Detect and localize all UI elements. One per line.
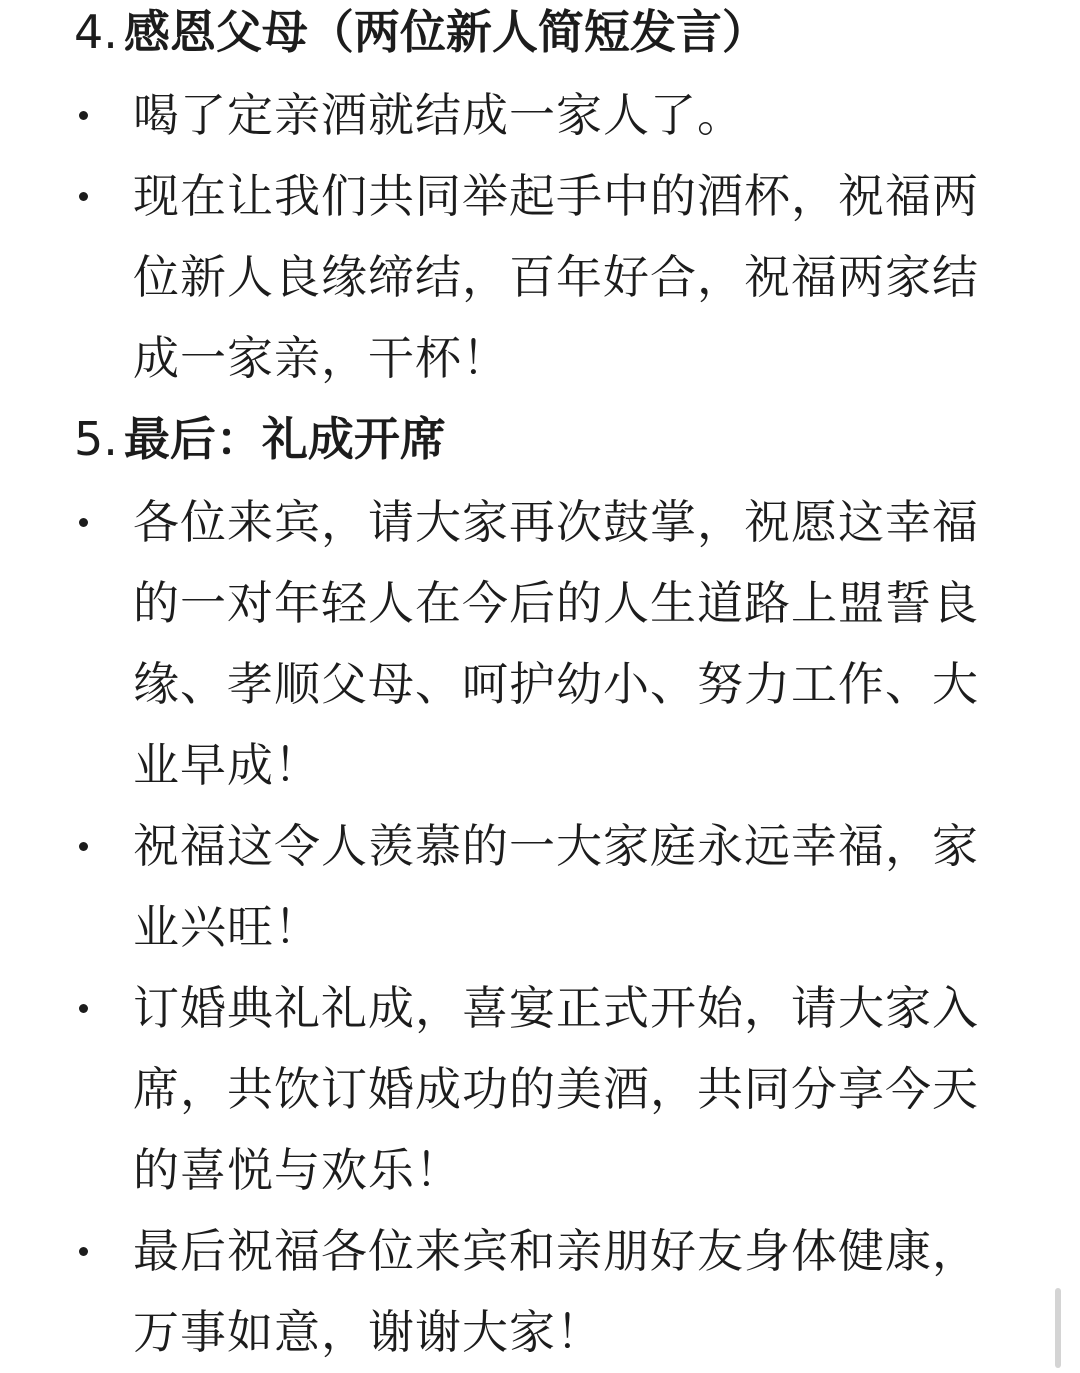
bullet-dot-icon [79, 192, 88, 201]
list-item-text: 最后祝福各位来宾和亲朋好友身体健康，万事如意，谢谢大家！ [133, 1224, 979, 1359]
list-item-text: 喝了定亲酒就结成一家人了。 [133, 88, 744, 142]
list-item-text: 订婚典礼礼成，喜宴正式开始，请大家入席，共饮订婚成功的美酒，共同分享今天的喜悦与欢乐！ [133, 981, 979, 1197]
list-item [0, 806, 1080, 968]
bullet-dot-icon [79, 1247, 88, 1256]
bullet-dot-icon [79, 518, 88, 527]
bullet-dot-icon [79, 1004, 88, 1013]
list-item-text: 现在让我们共同举起手中的酒杯，祝福两位新人良缘缔结，百年好合，祝福两家结成一家亲，干杯！ [133, 169, 979, 385]
list-item [0, 75, 1080, 156]
list-item [0, 156, 1080, 399]
section-heading-5 [0, 399, 1080, 479]
list-item [0, 482, 1080, 806]
section-number: 5. [74, 412, 118, 466]
bullet-dot-icon [79, 111, 88, 120]
list-item [0, 1211, 1080, 1373]
section-heading-4 [0, 0, 1080, 72]
scrollbar-thumb[interactable] [1055, 1288, 1061, 1368]
list-item [0, 968, 1080, 1211]
section-title: 最后：礼成开席 [123, 412, 446, 466]
section-number: 4. [74, 5, 118, 59]
list-item-text: 各位来宾，请大家再次鼓掌，祝愿这幸福的一对年轻人在今后的人生道路上盟誓良缘、孝顺父母、呵护幼小、努力工作、大业早成！ [133, 495, 979, 792]
section-title: 感恩父母（两位新人简短发言） [123, 5, 768, 59]
bullet-dot-icon [79, 842, 88, 851]
list-item-text: 祝福这令人羡慕的一大家庭永远幸福，家业兴旺！ [133, 819, 979, 954]
